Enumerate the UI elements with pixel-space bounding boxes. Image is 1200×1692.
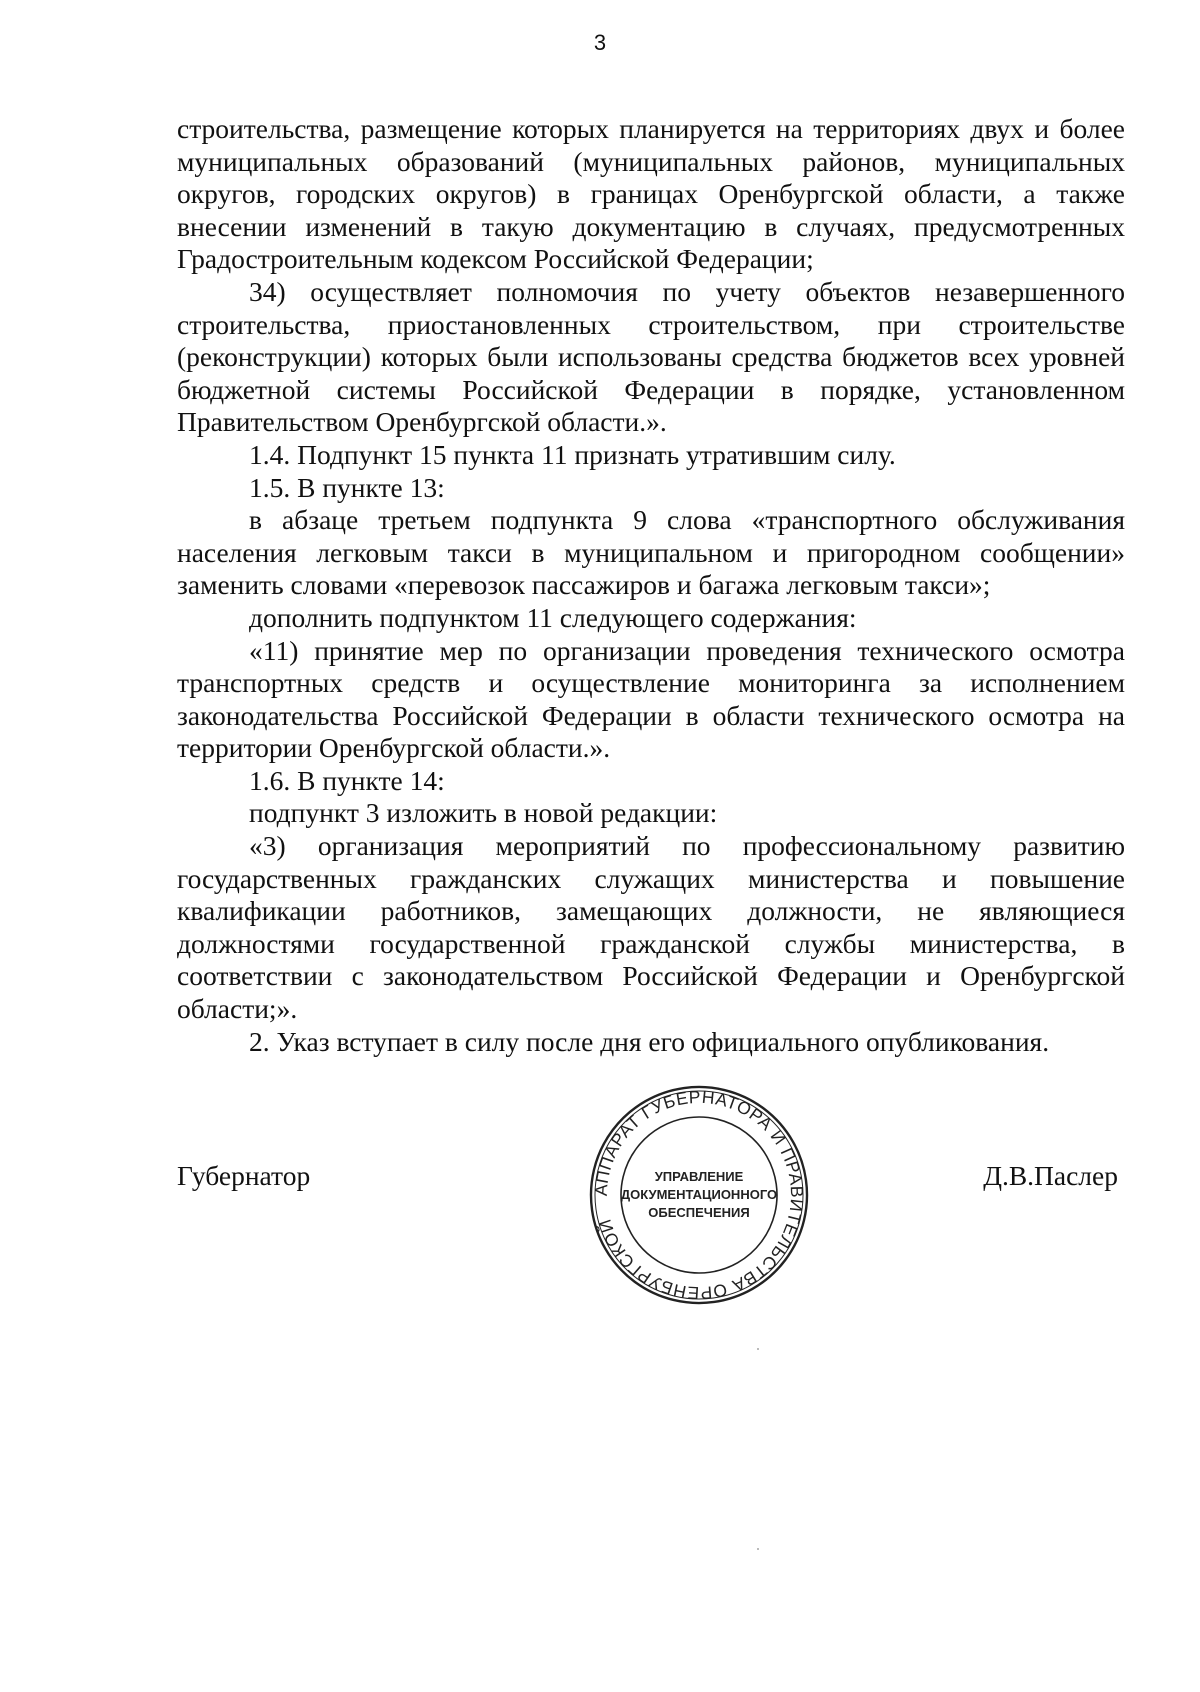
paragraph: дополнить подпунктом 11 следующего содержания: [249, 601, 857, 633]
official-seal [584, 1080, 814, 1310]
paragraph: «11) принятие мер по организации проведения технического осмотра транспортных средств и осуществление мониторинга за исполнением законодательства Российской Федерации в области технического осмотра на территории Оренбургской области.». [177, 634, 1125, 764]
seal-center-line-1: УПРАВЛЕНИЕ [654, 1169, 744, 1184]
paragraph: 2. Указ вступает в силу после дня его официального опубликования. [249, 1025, 1050, 1057]
paragraph: 1.4. Подпункт 15 пункта 11 признать утратившим силу. [249, 438, 896, 470]
paragraph: 1.6. В пункте 14: [249, 764, 445, 796]
signature-block [0, 1080, 1200, 1320]
signatory-title: Губернатор [177, 1160, 311, 1191]
seal-center-line-3: ОБЕСПЕЧЕНИЯ [648, 1205, 750, 1220]
paragraph: 1.5. В пункте 13: [249, 471, 445, 503]
page-number: 3 [593, 30, 607, 55]
paragraph: «3) организация мероприятий по профессиональному развитию государственных гражданских служащих министерства и повышение квалификации работников, замещающих должности, не являющиеся должностями государственной гражданской службы министерства, в соответствии с законодательством Российской Федерации и Оренбургской области;». [177, 830, 1125, 1025]
scan-speck [757, 1548, 759, 1550]
seal-outer-text: АППАРАТ ГУБЕРНАТОРА И ПРАВИТЕЛЬСТВА ОРЕНБУРГСКОЙ [590, 1086, 808, 1304]
document-body [177, 113, 1125, 1058]
seal-center-line-2: ДОКУМЕНТАЦИОННОГО [620, 1187, 778, 1202]
scan-speck [757, 1348, 759, 1350]
seal-graphic [584, 1080, 814, 1310]
signatory-name: Д.В.Паслер [983, 1160, 1118, 1191]
paragraph: подпункт 3 изложить в новой редакции: [249, 797, 718, 829]
paragraph: в абзаце третьем подпункта 9 слова «транспортного обслуживания населения легковым такси в муниципальном и пригородном сообщении» заменить словами «перевозок пассажиров и багажа легковым такси»; [177, 504, 1125, 601]
paragraph: строительства, размещение которых планируется на территориях двух и более муниципальных образований (муниципальных районов, муниципальных округов, городских округов) в границах Оренбургской области, а также внесении изменений в такую документацию в случаях, предусмотренных Градостроительным кодексом Российской Федерации; [177, 113, 1125, 275]
paragraph: 34) осуществляет полномочия по учету объектов незавершенного строительства, приостановленных строительством, при строительстве (реконструкции) которых были использованы средства бюджетов всех уровней бюджетной системы Российской Федерации в порядке, установленном Правительством Оренбургской области.». [177, 275, 1125, 438]
